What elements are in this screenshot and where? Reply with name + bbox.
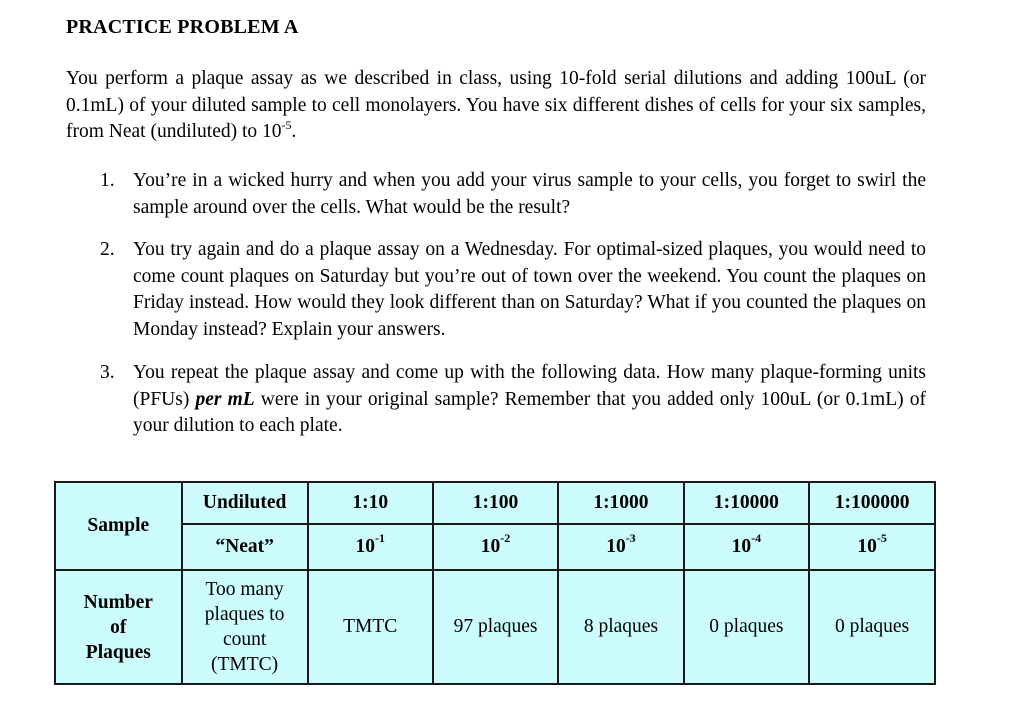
question-text-after: were in your original sample? Remember that you added only 100uL (or 0.1mL) of your dilution to each plate. [133, 388, 926, 436]
plaque-count-cell: 97 plaques [433, 570, 558, 684]
intro-paragraph [66, 66, 926, 146]
dilution-header: Undiluted [182, 482, 308, 524]
intro-end: . [291, 121, 297, 142]
intro-text: You perform a plaque assay as we described in class, using 10-fold serial dilutions and adding 100uL (or 0.1mL) of your diluted sample to cell monolayers. You have six different dishes of cells for your six samples, from Neat (undiluted) to 10 [66, 68, 926, 142]
question-number: 2. [100, 239, 115, 260]
neat-header: “Neat” [182, 524, 308, 570]
question-text: You’re in a wicked hurry and when you add your virus sample to your cells, you forget to swirl the sample around over the cells. What would be the result? [133, 170, 926, 218]
plaque-count-cell: 0 plaques [809, 570, 935, 684]
question-3 [100, 360, 926, 440]
dilution-header: 1:10 [308, 482, 433, 524]
plaque-count-cell: 0 plaques [684, 570, 810, 684]
question-1 [100, 168, 926, 221]
question-text [133, 360, 926, 440]
dilution-header: 1:100000 [809, 482, 935, 524]
plaque-count-cell: TMTC [308, 570, 433, 684]
plaque-count-cell: Too many plaques to count (TMTC) [182, 570, 308, 684]
table-row-plaques [55, 570, 935, 684]
dilution-header: 1:100 [433, 482, 558, 524]
question-number: 3. [100, 362, 115, 383]
question-emphasis: per mL [195, 388, 255, 410]
table-row-powers [55, 524, 935, 570]
dilution-header: 1:10000 [684, 482, 810, 524]
plaques-header: Number of Plaques [55, 570, 182, 684]
power-header: $10^{-5}$ [809, 524, 935, 570]
sample-header: Sample [55, 482, 182, 570]
question-2 [100, 237, 926, 343]
dilution-header: 1:1000 [558, 482, 683, 524]
question-number: 1. [100, 170, 115, 191]
question-text: You try again and do a plaque assay on a Wednesday. For optimal-sized plaques, you would need to come count plaques on Saturday but you’re out of town over the weekend. You count the plaques on Friday instead. How would they look different than on Saturday? What if you counted the plaques on Monday instead? Explain your answers. [133, 239, 926, 340]
power-header: $10^{-1}$ [308, 524, 433, 570]
plaque-count-cell: 8 plaques [558, 570, 683, 684]
power-header: $10^{-3}$ [558, 524, 683, 570]
intro-exponent: -5 [281, 118, 292, 132]
question-text-before: You repeat the plaque assay and come up with the following data. How many plaque-forming units (PFUs) [133, 362, 926, 410]
page-title: PRACTICE PROBLEM A [66, 16, 299, 38]
plaque-data-table [54, 481, 936, 685]
power-header: $10^{-4}$ [684, 524, 810, 570]
table-row-dilutions [55, 482, 935, 524]
power-header: $10^{-2}$ [433, 524, 558, 570]
